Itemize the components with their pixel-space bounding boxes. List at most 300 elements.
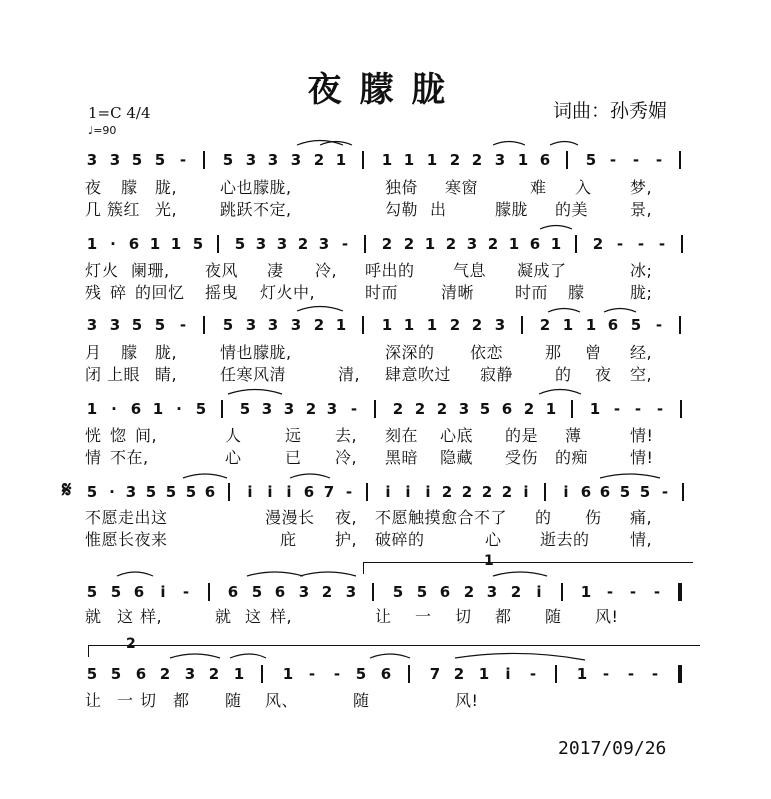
lyric-segment: 的: [535, 508, 552, 527]
tie-arc: [539, 390, 581, 395]
note: 6: [135, 665, 147, 683]
sustain-dash: -: [182, 583, 190, 601]
note: 5: [154, 316, 166, 334]
note: 3: [267, 151, 279, 169]
note: 2: [487, 235, 499, 253]
note: 5: [86, 483, 98, 501]
sustain-dash: -: [661, 483, 669, 501]
lyric-segment: 风!: [455, 691, 479, 710]
note: 2: [449, 151, 461, 169]
sustain-dash: -: [637, 235, 645, 253]
note: 3: [245, 316, 257, 334]
lyric-segment: 这: [245, 607, 262, 626]
note: 5: [392, 583, 404, 601]
lyric-segment: 时而: [365, 283, 399, 302]
note: 1: [580, 583, 592, 601]
note: 2: [453, 665, 465, 683]
sustain-dash: -: [345, 483, 353, 501]
lyric-segment: 漫漫长: [265, 508, 315, 527]
lyric-segment: 凄: [267, 261, 284, 280]
note: 1: [170, 235, 182, 253]
tie-arc: [550, 142, 578, 146]
lyric-segment: 受伤: [505, 448, 539, 467]
note: 7: [323, 483, 335, 501]
lyric-segment: 火: [102, 261, 119, 280]
tie-arc: [604, 309, 636, 313]
lyric-segment: 已: [285, 448, 302, 467]
note: 5: [110, 665, 122, 683]
sustain-dash: -: [602, 665, 610, 683]
lyric-segment: 依恋: [470, 343, 504, 362]
note: i: [536, 583, 542, 601]
lyric-segment: 胧,: [155, 343, 178, 362]
lyric-segment: 月: [85, 343, 102, 362]
song-title: 夜朦胧: [307, 70, 464, 110]
lyric-segment: 风、: [265, 691, 299, 710]
lyric-segment: 护,: [335, 530, 358, 549]
lyric-segment: 隐藏: [440, 448, 474, 467]
lyric-segment: 都: [173, 691, 190, 710]
note: 2: [461, 483, 473, 501]
note: 5: [192, 235, 204, 253]
note: 3: [326, 400, 338, 418]
note: 2: [436, 400, 448, 418]
note: 3: [486, 583, 498, 601]
lyric-segment: 光,: [155, 200, 178, 219]
note: 1: [403, 316, 415, 334]
note: 5: [234, 235, 246, 253]
note: 6: [380, 665, 392, 683]
lyric-segment: 惚: [110, 426, 127, 445]
note: 2: [403, 235, 415, 253]
note: 2: [449, 316, 461, 334]
note: 6: [539, 151, 551, 169]
lyric-segment: 黑暗: [385, 448, 419, 467]
lyric-segment: 任寒风清: [220, 365, 287, 384]
lyric-segment: 风!: [595, 607, 619, 626]
note: 1: [478, 665, 490, 683]
note: 6: [501, 400, 513, 418]
lyric-segment: 情: [85, 448, 102, 467]
lyric-segment: 切: [455, 607, 472, 626]
note: 5: [355, 665, 367, 683]
lyric-segment: 朦: [121, 343, 138, 362]
note: 5: [86, 665, 98, 683]
lyric-segment: 难: [530, 178, 547, 197]
note: 1: [233, 665, 245, 683]
note: 1: [335, 151, 347, 169]
lyric-segment: 不在,: [110, 448, 149, 467]
note: 6: [580, 483, 592, 501]
dot-mark: ·: [110, 235, 116, 253]
note: 1: [381, 316, 393, 334]
sustain-dash: -: [627, 665, 635, 683]
note: i: [286, 483, 292, 501]
lyric-segment: 心: [225, 448, 242, 467]
note: 3: [494, 316, 506, 334]
note: 3: [267, 316, 279, 334]
lyric-segment: 夜: [595, 365, 612, 384]
note: 3: [298, 583, 310, 601]
note: 1: [585, 316, 597, 334]
note: 2: [445, 235, 457, 253]
lyric-segment: 时而: [515, 283, 549, 302]
note: i: [523, 483, 529, 501]
lyric-segment: 伤: [585, 508, 602, 527]
note: 6: [303, 483, 315, 501]
lyric-segment: 肆意吹过: [385, 365, 452, 384]
lyric-segment: 的美: [555, 200, 589, 219]
note: 2: [523, 400, 535, 418]
note: 2: [510, 583, 522, 601]
dot-mark: ·: [109, 483, 115, 501]
note: 3: [184, 665, 196, 683]
tie-arc: [548, 309, 580, 313]
lyric-segment: 样,: [140, 607, 163, 626]
tie-arc: [370, 654, 410, 658]
note: 6: [227, 583, 239, 601]
note: i: [505, 665, 511, 683]
lyric-segment: 勾勒: [385, 200, 419, 219]
note: 5: [195, 400, 207, 418]
lyric-segment: 经,: [630, 343, 653, 362]
note: 2: [208, 665, 220, 683]
lyric-segment: 庇: [280, 530, 297, 549]
lyric-segment: 灯: [85, 261, 102, 280]
lyric-segment: 就: [85, 607, 102, 626]
note: 7: [429, 665, 441, 683]
sustain-dash: -: [609, 151, 617, 169]
tie-arc: [247, 572, 303, 576]
lyric-segment: 切: [140, 691, 157, 710]
note: 3: [109, 316, 121, 334]
note: 5: [619, 483, 631, 501]
note: 6: [529, 235, 541, 253]
lyric-segment: 情!: [630, 448, 654, 467]
note: 2: [471, 316, 483, 334]
lyric-segment: 间,: [135, 426, 158, 445]
note: 3: [125, 483, 137, 501]
note: 5: [222, 316, 234, 334]
sustain-dash: -: [658, 235, 666, 253]
note: 2: [441, 483, 453, 501]
note: 1: [589, 400, 601, 418]
sustain-dash: -: [634, 400, 642, 418]
note: 1: [152, 400, 164, 418]
note: 5: [239, 400, 251, 418]
lyric-segment: 梦,: [630, 178, 653, 197]
note: 6: [607, 316, 619, 334]
lyric-segment: 去,: [335, 426, 358, 445]
note: 1: [545, 400, 557, 418]
lyric-segment: 灯火中,: [260, 283, 316, 302]
note: 5: [222, 151, 234, 169]
note: i: [385, 483, 391, 501]
tie-arc: [493, 572, 547, 576]
note: 1: [149, 235, 161, 253]
lyric-segment: 都: [495, 607, 512, 626]
note: 5: [630, 316, 642, 334]
sustain-dash: -: [613, 400, 621, 418]
note: i: [160, 583, 166, 601]
lyric-segment: 空,: [630, 365, 653, 384]
lyric-segment: 的是: [505, 426, 539, 445]
note: 1: [381, 151, 393, 169]
note: 2: [381, 235, 393, 253]
note: 1: [562, 316, 574, 334]
lyric-segment: 凝成了: [517, 261, 567, 280]
lyric-segment: 的: [555, 365, 572, 384]
note: 3: [86, 316, 98, 334]
lyric-segment: 随: [545, 607, 562, 626]
note: 1: [576, 665, 588, 683]
note: 1: [550, 235, 562, 253]
note: 5: [185, 483, 197, 501]
note: 1: [86, 235, 98, 253]
tie-arc: [117, 572, 153, 576]
volta-2-number: 2: [126, 636, 136, 652]
note: i: [267, 483, 273, 501]
lyric-segment: 情!: [630, 426, 654, 445]
lyric-segment: 样,: [270, 607, 293, 626]
lyric-segment: 夜: [85, 178, 102, 197]
date-stamp: 2017/09/26: [558, 738, 667, 759]
note: 1: [424, 235, 436, 253]
note: 1: [426, 316, 438, 334]
note: 2: [392, 400, 404, 418]
note: 6: [204, 483, 216, 501]
lyric-segment: 胧;: [630, 283, 653, 302]
lyric-segment: 寒窗: [445, 178, 479, 197]
note: 5: [154, 151, 166, 169]
lyric-segment: 朦: [568, 283, 585, 302]
tie-arc: [540, 226, 572, 230]
note: 5: [639, 483, 651, 501]
lyric-segment: 让: [85, 691, 102, 710]
sustain-dash: -: [655, 316, 663, 334]
lyric-segment: 上眼: [107, 365, 141, 384]
tie-arc: [493, 142, 525, 146]
note: 5: [416, 583, 428, 601]
note: 5: [131, 316, 143, 334]
note: 2: [159, 665, 171, 683]
note: 2: [414, 400, 426, 418]
sustain-dash: -: [629, 583, 637, 601]
note: 6: [130, 400, 142, 418]
lyric-segment: 不愿触摸愈合不了: [375, 508, 508, 527]
sustain-dash: -: [350, 400, 358, 418]
lyric-segment: 深深的: [385, 343, 435, 362]
lyric-segment: 朦: [121, 178, 138, 197]
lyric-segment: 心: [485, 530, 502, 549]
note: 6: [274, 583, 286, 601]
lyric-segment: 气息: [453, 261, 487, 280]
lyric-segment: 几: [85, 200, 102, 219]
lyric-segment: 痛,: [630, 508, 653, 527]
tempo-marking: ♩=90: [88, 124, 117, 137]
lyric-segment: 薄: [565, 426, 582, 445]
lyric-segment: 恍: [85, 426, 102, 445]
note: 3: [245, 151, 257, 169]
lyric-segment: 碎: [110, 283, 127, 302]
sustain-dash: -: [656, 400, 664, 418]
lyric-segment: 随: [353, 691, 370, 710]
lyric-segment: 这: [117, 607, 134, 626]
sustain-dash: -: [651, 665, 659, 683]
note: 1: [282, 665, 294, 683]
lyric-segment: 随: [225, 691, 242, 710]
sustain-dash: -: [308, 665, 316, 683]
note: 5: [585, 151, 597, 169]
note: 3: [466, 235, 478, 253]
note: 2: [313, 151, 325, 169]
note: i: [405, 483, 411, 501]
sustain-dash: -: [655, 151, 663, 169]
note: 3: [458, 400, 470, 418]
lyric-segment: 摇曳: [205, 283, 239, 302]
lyric-segment: 一: [117, 691, 134, 710]
lyric-segment: 让: [375, 607, 392, 626]
sustain-dash: -: [341, 235, 349, 253]
note: 2: [297, 235, 309, 253]
lyric-segment: 跳跃不定,: [220, 200, 292, 219]
note: 1: [517, 151, 529, 169]
note: 2: [539, 316, 551, 334]
tie-arc: [290, 474, 330, 478]
note: 1: [86, 400, 98, 418]
tie-arc: [183, 474, 227, 478]
lyric-segment: 夜,: [335, 508, 358, 527]
note: 3: [494, 151, 506, 169]
note: 1: [403, 151, 415, 169]
sustain-dash: -: [529, 665, 537, 683]
sustain-dash: -: [333, 665, 341, 683]
lyric-segment: 就: [215, 607, 232, 626]
lyric-segment: 入: [575, 178, 592, 197]
note: 3: [261, 400, 273, 418]
lyric-segment: 那: [545, 343, 562, 362]
lyric-segment: 远: [285, 426, 302, 445]
lyric-segment: 夜风: [205, 261, 239, 280]
note: 1: [508, 235, 520, 253]
lyric-segment: 景,: [630, 200, 653, 219]
lyric-segment: 逝去的: [540, 530, 590, 549]
note: 3: [86, 151, 98, 169]
note: 5: [165, 483, 177, 501]
lyric-segment: 寂静: [480, 365, 514, 384]
tie-arc: [600, 474, 660, 478]
note: 2: [321, 583, 333, 601]
note: 2: [463, 583, 475, 601]
lyric-segment: 阑珊,: [131, 261, 170, 280]
note: 5: [251, 583, 263, 601]
note: 5: [145, 483, 157, 501]
sustain-dash: -: [179, 151, 187, 169]
dot-mark: ·: [176, 400, 182, 418]
lyric-segment: 人: [225, 426, 242, 445]
note: i: [563, 483, 569, 501]
note: 1: [335, 316, 347, 334]
tie-arc: [300, 572, 356, 576]
note: 2: [501, 483, 513, 501]
sustain-dash: -: [606, 583, 614, 601]
note: 3: [290, 151, 302, 169]
lyric-segment: 冰;: [630, 261, 653, 280]
note: 6: [439, 583, 451, 601]
lyric-segment: 呼出的: [365, 261, 415, 280]
note: 6: [599, 483, 611, 501]
note: 3: [255, 235, 267, 253]
lyric-segment: 心底: [440, 426, 474, 445]
note: i: [425, 483, 431, 501]
sustain-dash: -: [632, 151, 640, 169]
note: 3: [345, 583, 357, 601]
note: i: [247, 483, 253, 501]
lyric-segment: 的回忆: [135, 283, 185, 302]
tie-arc: [455, 653, 585, 660]
lyric-segment: 冷,: [335, 448, 358, 467]
lyric-segment: 冷,: [315, 261, 338, 280]
note: 6: [133, 583, 145, 601]
note: 2: [592, 235, 604, 253]
lyric-segment: 曾: [585, 343, 602, 362]
lyric-segment: 朦胧: [495, 200, 529, 219]
segno-sign: 𝄋: [62, 478, 72, 503]
sustain-dash: -: [616, 235, 624, 253]
lyric-segment: 出: [430, 200, 447, 219]
lyric-segment: 破碎的: [375, 530, 425, 549]
lyric-segment: 惟愿长夜来: [85, 530, 168, 549]
sustain-dash: -: [179, 316, 187, 334]
note: 3: [109, 151, 121, 169]
lyric-segment: 胧,: [155, 178, 178, 197]
lyric-segment: 情,: [630, 530, 653, 549]
sustain-dash: -: [653, 583, 661, 601]
tie-arc: [297, 307, 343, 312]
lyric-segment: 心也朦胧,: [220, 178, 292, 197]
note: 5: [131, 151, 143, 169]
dot-mark: ·: [111, 400, 117, 418]
tie-arc: [170, 654, 220, 658]
note: 5: [86, 583, 98, 601]
note: 2: [305, 400, 317, 418]
note: 5: [479, 400, 491, 418]
lyric-segment: 残: [85, 283, 102, 302]
note: 3: [318, 235, 330, 253]
note: 2: [471, 151, 483, 169]
note: 3: [290, 316, 302, 334]
lyric-segment: 一: [415, 607, 432, 626]
note: 2: [313, 316, 325, 334]
lyric-segment: 睛,: [155, 365, 178, 384]
lyric-segment: 的痴: [555, 448, 589, 467]
note: 2: [481, 483, 493, 501]
lyric-segment: 刻在: [385, 426, 419, 445]
lyric-segment: 清晰: [441, 283, 475, 302]
lyric-segment: 簇红: [107, 200, 141, 219]
note: 3: [276, 235, 288, 253]
credits: 词曲：孙秀媚: [553, 100, 668, 122]
note: 6: [128, 235, 140, 253]
lyric-segment: 不愿走出这: [85, 508, 168, 527]
note: 1: [426, 151, 438, 169]
lyric-segment: 情也朦胧,: [220, 343, 292, 362]
tie-arc: [228, 390, 282, 395]
lyric-segment: 闭: [85, 365, 102, 384]
lyric-segment: 独倚: [385, 178, 419, 197]
note: 5: [110, 583, 122, 601]
tie-arc: [230, 654, 266, 658]
